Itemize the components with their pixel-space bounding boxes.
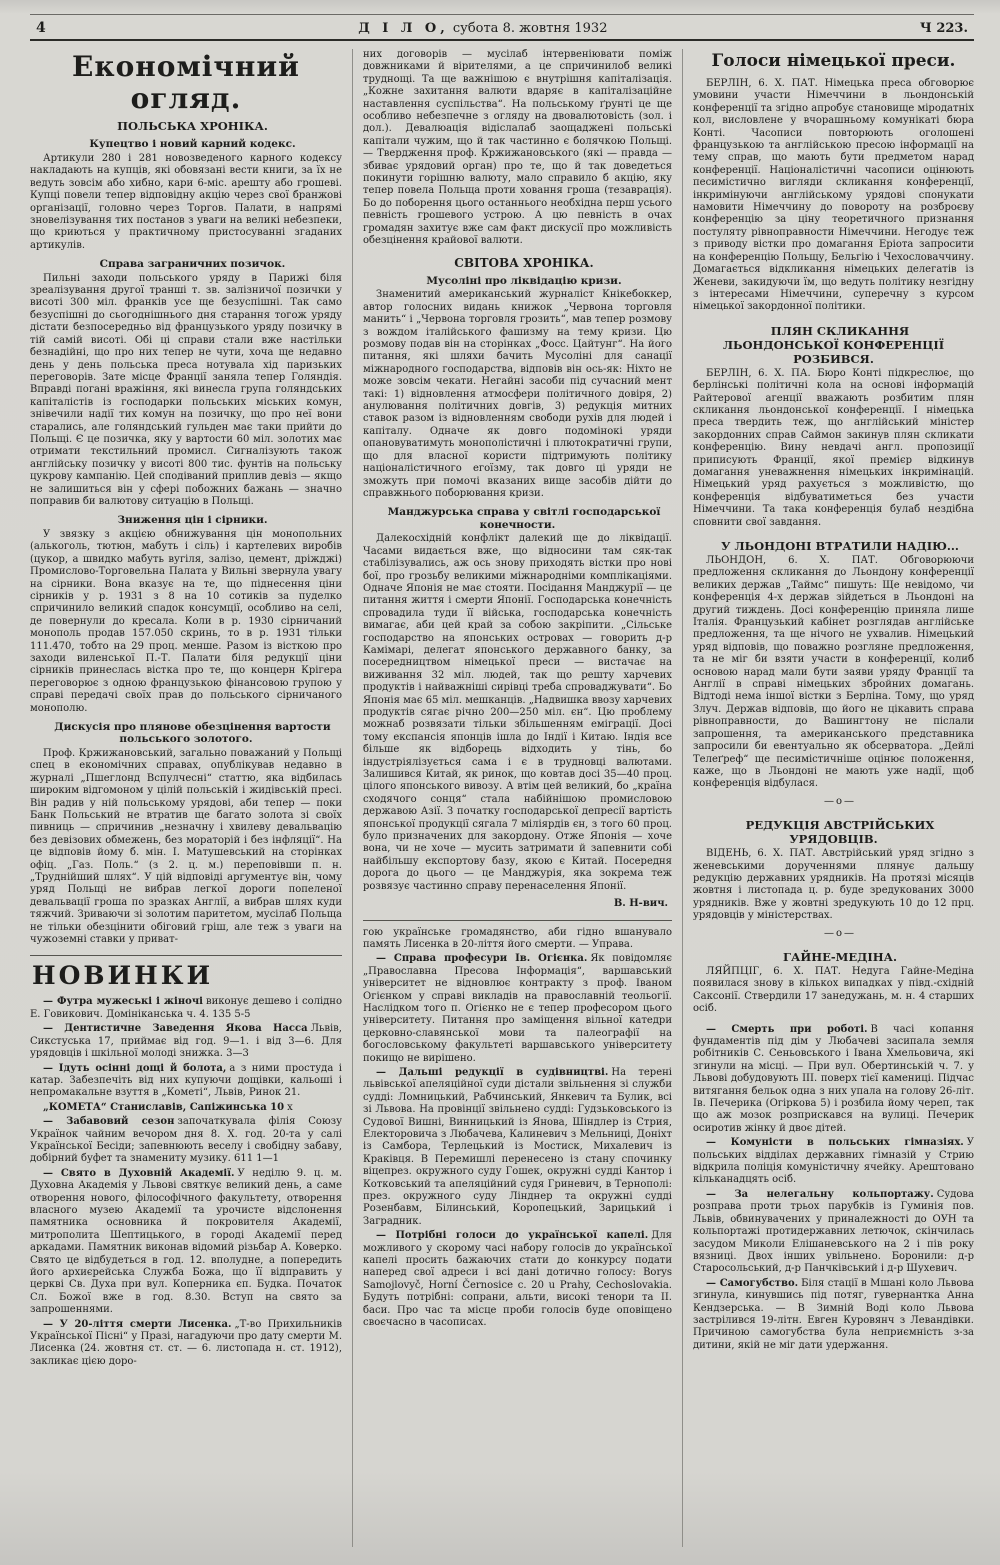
brief-item-text: У польських відділах державних гімназій у Стрию відкрила поліція комуністичну ячейку. Арештовано кільканадцять осіб.	[693, 1137, 974, 1186]
news-item	[30, 1168, 342, 1317]
columns	[30, 49, 974, 1547]
column-middle	[352, 49, 682, 1547]
novynky-headline: НОВИНКИ	[32, 961, 214, 991]
paragraph-heine-medina: ЛЯЙПЦІГ, 6. X. ПАТ. Недуга Гайне-Медіна появилася знову в кількох випадках у півд.-східній Саксонії. Ствердили 17 занедужань, м. н. 4 старших осіб.	[693, 965, 974, 1015]
subhead-manchuria: Манджурська справа у світлі господарської конечности.	[387, 506, 661, 531]
world-chronicle-heading: СВІТОВА ХРОНІКА.	[454, 255, 594, 270]
column-right	[682, 49, 974, 1547]
news-item-text: На терені львівської апеляційної суди дістали звільнення зі служби судді: Ломницький, Рабчинський, Янкевич та Булик, всі зі Львова. На провінції звільнено судді: Гудзьковського із Судової Вишні, Винницький із Янова, Шіндлер із Стрия, Електоровича з Любачева, Калиневич з Мельниці, Доніхт із Самбора, Терлецький із Мостиск, Михалевич із Краківця. В Перемишлі перенесено із стану спочинку віцепрез. окружного суду Гошек, окружні судді Кантор і Котковський та апеляційний судя Гриневич, в Тернополі: през. окружного суду Лінднер та окружні судді Розенбавм, Білинський, Коропецький, Зарицький і Заградник.	[363, 1066, 672, 1227]
subhead-merchants: Купецтво і новий карний кодекс.	[89, 138, 296, 151]
paragraph-merchants: Артикули 280 і 281 новозведеного карного кодексу накладають на купців, які обовязані вести книги, за їх не ведуть зовсім або хибно, кари 6-міс. арешту або грошеві. Купці повели тепер відповідну акцію через свої бранжові організації, головно через Торгов. Палати, в напрямі зновелізування тих постанов з уваги на великі небезпеки, що криються у практичному пристосуванні згаданих артикулів.	[30, 152, 342, 251]
brief-item-lead: — Комуністи в польських гімназіях.	[706, 1137, 964, 1149]
section-divider: —о—	[823, 927, 857, 939]
brief-item-lead: — Самогубство.	[706, 1277, 799, 1289]
paragraph-london-plan: БЕРЛІН, 6. X. ПА. Бюро Конті підкреслює, що берлінські політичні кола на основі інформацій Райтерової агенції вважають розбитим плян скликання льондонської конференції. І німецька преса твердить теж, що англійський міністер закордонних справ Саймон закинув плян скликати конференцію. Вину невдачі англ. пропозиції приписують Франції, якої премієр відкинув домагання уневажнення німецьких інкримінацій. Німецький уряд рахується з можливістю, що конференція відбуватиметься без участи Німеччини. Та така конференція булаб нездібна сповнити свої завдання.	[693, 367, 974, 528]
masthead-title: Д І Л О,	[358, 21, 449, 36]
paragraph-austrian-reduction: ВІДЕНЬ, 6. X. ПАТ. Австрійський уряд згідно з женевськими дорученнями плянує дальшу редукцію державних урядників. На протязі місяців жовтня і листопада ц. р. буде зредукованих 3000 урядників. Вже у жовтні зредукують 10 до 12 прц. урядовців у міністерствах.	[693, 848, 974, 922]
brief-item	[693, 1024, 974, 1136]
news-item-text: „Т-во Прихильників Української Пісні“ у Празі, нагадуючи про дату смерти М. Лисенка (24. жовтня ст. ст. — 6. листопада н. ст. 1912), закликає цією доро-	[30, 1318, 342, 1367]
section-divider: —о—	[823, 795, 857, 807]
brief-item-lead: — За нелегальну кольпортажу.	[706, 1188, 934, 1200]
article-byline: В. Н-вич.	[613, 898, 668, 910]
brief-item-text: В часі копання фундаментів під дім у Любачеві засипала земля робітників С. Сеньовського і Івана Хмельовича, які згинули на місці. — При вул. Обертинській ч. 7. у Львові добудовують III. поверх тієї камениці. Підчас витягання бельок одна з них упала на голову 26-літ. Ів. Печерика (Огіркова 5) і розбила йому череп, так що аж мозок розприскався на вулиці. Печерик осиротив жінку й двоє дітей.	[693, 1023, 974, 1134]
heading-heine-medina: ГАЙНЕ-МЕДІНА.	[783, 949, 897, 964]
news-item-text: виконує дешево і солідно Е. Говикович. Домініканська ч. 4. 135 5-5	[30, 996, 342, 1020]
paragraph-mussolini: Знаменитий американський журналіст Кнікебоккер, автор голосних видань книжок „Червона торговля манить“ і „Червона торговля грозить“, мав тепер розмову з вождом італійського фашизму на тему кризи. Цю розмову подав він на сторінках „Фосс. Цайтунг“. На його питання, які шляхи бачить Мусоліні для санації міжнародного господарства, відповів він ось-як: Ніхто не може зовсім чекати. Негайні засоби під сучасний мент такі: 1) відновлення атмосфери політичного довіря, 2) анулювання політичних довгів, 3) редукція митних ставок разом із відновленням свободи рухів для людей і капіталу. Одначе як довго подомінокі уряди опановуватимуть монополістичні і плютократичні групи, що для власної користи підтримують політику націоналістичного егоїзму, так довго ці уряди не зможуть при помочі вказаних вище засобів дійти до справжнього поборювання кризи.	[363, 289, 672, 499]
masthead	[358, 21, 607, 36]
news-item	[30, 1063, 342, 1100]
heading-austrian-reduction: РЕДУКЦІЯ АВСТРІЙСЬКИХ УРЯДОВЦІВ.	[745, 818, 935, 847]
subhead-mussolini: Мусоліні про ліквідацію кризи.	[426, 274, 622, 287]
news-item-lead: „КОМЕТА“ Станиславів, Сапіжинська 10	[43, 1101, 285, 1113]
news-item-lead: — У 20-ліття смерти Лисенка.	[43, 1318, 232, 1330]
news-item-text: х	[287, 1101, 293, 1113]
news-item-lead: — Справа професури Ів. Огієнка.	[376, 953, 588, 965]
news-item-kometa-ad	[30, 1102, 342, 1114]
brief-item	[693, 1189, 974, 1276]
news-item	[30, 996, 342, 1021]
news-item-text: У неділю 9. ц. м. Духовна Академія у Львові святкує великий день, а саме отворення нового, філософічного факультету, отворення власного музею Академії та урочисте відслонення памятника основника й покровителя Академії, митрополита Шептицького, в городі Академії перед аркадами. Памятник виконав відомий різьбар А. Коверко. Свято це відбудеться в год. 12. вполудне, а попередить його архиєрейська Служба Божа, що її відправить у церкві Св. Духа при вул. Коперника єп. Будка. Початок Сл. Божої вже в год. 8.30. Вступ на свято за запрошеннями.	[30, 1167, 342, 1316]
polish-chronicle-kicker: ПОЛЬСЬКА ХРОНІКА.	[117, 119, 268, 133]
subhead-matches: Зниження цін і сірники.	[117, 514, 268, 527]
news-item-text: започаткувала філія Союзу Українок чайним вечором дня 8. X. год. 20-та у салі Української Бесіди; запевнюють веселу і свобідну забаву, добірний буфет та знамениту музику. 611 1—1	[30, 1116, 342, 1165]
subhead-foreign-loans: Справа заграничних позичок.	[99, 258, 286, 271]
column-left	[30, 49, 352, 1547]
paragraph-gold-discussion: Проф. Кржижановський, загально поважаний у Польщі спец в економічних справах, опублікував недавно в журналі „Пшеглонд Вспулчесні“ статтю, яка відбилась широким відгомоном у цілій польській і жидівській пресі. Він радив у ній польському урядові, аби тепер — поки Банк Польський не втратив ще багато золота зі своїх пивниць — спричинив „незначну і хвилеву девальвацію без девізових обмежень, без мораторій і без інфляції“. На це відповів йому б. мін. І. Матушевський на сторінках офіц. „Газ. Поль.“ (з 2. ц. м.) переповівши п. н. „Труднійший шлях“. У цій відповіді аргументує він, чому уряд Польщі не вибрав легкої дороги попеленої девальвації гроша по зразках Англії, а вибрав шлях куди тяжчий. Зриваючи зі золотим паритетом, мусілаб Польща не тільки обезцінити обіговий гріш, але теж з уваги на чужоземні ставки у приват-	[30, 747, 342, 946]
news-item	[30, 1319, 342, 1369]
heading-london-plan: ПЛЯН СКЛИКАННЯ ЛЬОНДОНСЬКОЇ КОНФЕРЕНЦІЇ РОЗБИВСЯ.	[722, 323, 945, 366]
novynky-continuation-section	[363, 920, 672, 1330]
german-press-headline: Голоси німецької преси.	[711, 51, 956, 71]
economic-headline: Економічний огляд.	[72, 50, 300, 115]
paragraph-london-hope: ЛЬОНДОН, 6. X. ПАТ. Обговорюючи предложення скликання до Льондону конференції великих держав „Таймс“ пишуть: Ще невідомо, чи конференція 4-х держав зійдеться в Льондоні на другий тиждень. Досі конференцію приняла лише Італія. Французький кабінет розглядав англійське предложення, та ще нічого не ухвалив. Німецький уряд відповів, що поважно розгляне предложення, та не міг би взяти участи в конференції, колиб основою нарад мали бути заяви уряду Франції та Англії в справі німецьких збройних домагань. Відтоді нема іншої вістки з Берліна. Тому, що уряд Злуч. Держав відповів, що його не цікавить справа рівноправности, до Вашингтону не післали запрошення, та американського представника запросили би евентуально як обсерватора. „Дейлі Телеґреф“ ще песимістичніше оцінює положення, каже, що в Льондоні не мають уже надії, щоб конференція відбулася.	[693, 555, 974, 790]
page-header	[30, 14, 974, 41]
heading-london-hope: У ЛЬОНДОНІ ВТРАТИЛИ НАДІЮ...	[721, 539, 959, 553]
news-item	[30, 1116, 342, 1166]
masthead-date: субота 8. жовтня 1932	[452, 21, 608, 36]
news-item	[30, 1023, 342, 1060]
brief-item	[693, 1278, 974, 1352]
news-carryover-text: гою українське громадянство, аби гідно вшанувало память Лисенка в 20-ліття його смерти. — Управа.	[363, 926, 672, 950]
paragraph-foreign-loans: Пильні заходи польського уряду в Парижі біля зреалізування другої транші т. зв. залізничої позички у висоті 300 міл. франків усе ще безуспішні. Так само безуспішні до сьогоднішнього дня старання тогож уряду дістати безпосередньо від французького уряду позичку в тій самій висоті. Обі ці справи стали вже настільки безнадійні, що про них тепер не чути, хоча ще недавно день у день польська преса нотувала хід паризьких переговорів. Зате місце Франції заняла тепер Голяндія. Вправді погані вражіння, які винесла група голяндських капіталістів із господарки польських міських комун, знівечили надії тих комун на позичку, що про неї вони старались, але голяндський гульден має таки прийти до Польщі. Є це позичка, яку у вартости 60 міл. золотих має отримати текстильний промисл. Сигналізують також англійську позичку у висоті 800 тис. фунтів на польську цукрову кампанію. Цей сподіваний приплив девіз — якщо не залишиться він у сфері побожних бажань — значно поправив би валютову ситуацію в Польщі.	[30, 272, 342, 507]
news-item-lead: — Потрібні голоси до української капелі.	[376, 1230, 649, 1242]
brief-item	[693, 1137, 974, 1187]
paragraph-manchuria: Далекосхідній конфлікт далекий ще до ліквідації. Часами видається вже, що відносини там сяк-так стабілізувались, аж ось знову приходять вістки про нові бої, про грозьбу великими міжнародніми комплікаціями. Одначе Японія не має стояти. Посідання Манджурії — це питання життя і смерти Японії. Господарська конечність спровадила туди її війська, господарська конечність вимагає, аби цей край за собою закріпити. „Сільське господарство на японських островах — говорить д-р Камімарі, делегат японського державного банку, за посередництвом німецької преси — вистачає на виживання 32 міл. людей, так що решту харчевих продуктів і найважніші сирівці треба спроваджувати“. Бо Японія має 65 міл. мешканців. „Надвишка ввозу харчевих продуктів сягає річно 200—250 міл. єн“. Цю проблему можнаб розвязати тільки збільшенням еміграції. Досі тому експансія японців ішла до Індії і Китаю. Індія все більше як відборець відходить у тінь, бо індустріялізується сама і є в трудновці валютами. Залишився Китай, як ринок, що ковтав досі 35—40 проц. цілого японського вивозу. А втім цей великий, бо „країна сходячого сонця“ стала набійнішою промисловою державою Азії. З початку господарської депресії вартість японської продукції сягала 7 міліярдів єн, з того 60 проц. було призначених для закордону. Отже Японія — хоче вона, чи не хоче — мусить затримати й запевнити собі найбільшу експортову базу, якою є Китай. Посередня дорога до цього — це Манджурія, яка зокрема теж розвязує частинно справу перенаселення Японії.	[363, 533, 672, 892]
news-item-lead: — Футра мужеські і жіночі	[43, 996, 203, 1008]
news-item-text: а з ними простуда і катар. Забезпечіть від них купуючи дощівки, кальоші і непромакальне взуття в „Кометі“, Львів, Ринок 21.	[30, 1062, 342, 1099]
news-item	[363, 1230, 672, 1329]
brief-item-lead: — Смерть при роботі.	[706, 1023, 868, 1035]
news-item-lead: — Свято в Духовній Академії.	[43, 1167, 235, 1179]
novynky-section	[30, 955, 342, 1368]
paragraph-german-press: БЕРЛІН, 6. X. ПАТ. Німецька преса обговорює умовини участи Німеччини в льондонській конференції та згідно апробує становище міродатніх кол, висловлене у вчорашньому комунікаті бюра Конті. Часописи повторюють оголошені французькою та англійською пресою інформації на тему справ, що мають бути предметом нарад конференції. Націоналістичні часописи оцінюють песимістично вигляди скликання конференції, інкримінуючи англійському урядові спонукати намовити Німеччину до повороту на розброєву конференцію за ціну теоретичного признання постуляту рівноправности Німеччини. Негодує теж з приводу вістки про домагання Еріота запросити на конференцію Польщу, Бельгію і Чехословаччину. Домагається відкликання німецьких делегатів із Женеви, закидуючи їм, що ведуть політику незгідну з інтересами Німеччини, суперечну з курсом німецької закордонної політики.	[693, 78, 974, 313]
paragraph-matches: У звязку з акцією обнижування цін монопольних (алькоголь, тютюн, мабуть і сіль) і картелевих виробів (цукор, а швидко мабуть вугіля, залізо, цемент, дріжджі) Промислово-Торговельна Палата у Вильні звернула увагу на сірники. Вона вказує на те, що піднесення ціни сірників у р. 1931 з 8 на 10 сотиків за пуделко спричинило великий спадок консумції, особливо на селі, де повернули до кресала. Коли в р. 1930 сірничаний монополь продав 157.050 скринь, то в р. 1931 тільки 111.470, тобто на 29 проц. менше. Разом із вісткою про заходи виленської П.-Т. Палати біля редукції ціни сірників принеслась вістка про те, що концерн Крігера переговорює з одною французькою фінансовою групою у справі передачі своїх прав до польського сірничаного монополю.	[30, 528, 342, 714]
news-item-lead: — Дентистичне Заведення Якова Насса	[43, 1023, 308, 1035]
news-item	[363, 1067, 672, 1228]
news-item-lead: — Дальші редукції в судівництві.	[376, 1066, 609, 1078]
news-item-text: Львів, Сикстуська 17, приймає від год. 9—1. і від 3—6. Для урядовців і шкільної молоді знижка. 3—3	[30, 1023, 342, 1060]
paragraph-gold-continuation: них договорів — мусілаб інтервеніювати поміж довжниками й вірителями, а це спричинилоб великі труднощі. Та ще важнішою є внутрішня капіталізація. „Кожне захитання валюти вдаряє в капіталізаційне наставлення суспільства“. На польському ґрунті це ще особливо небезпечне з огляду на двовалютовість (зол. і дол.). Девалюація відіслалаб заощаджені польські капітали чужим, що й так частинно є болячкою Польщі. — Твердження проф. Кржижановського (які — правда — збиває урядовий орган) про те, що й так доведеться покинути горішню валюту, мало справило б акцію, яку тепер повела Польща проти ховання гроша (тезаврація). Бо до поборення цього останнього необхідна перш усього певність грошевого устрою. А цю певність в очах громадян захитує вже сам факт дискусії про можливість обезцінення крайової валюти.	[363, 49, 672, 247]
news-item-lead: — Забавовий сезон	[43, 1116, 175, 1128]
subhead-gold-discussion: Дискусія про плянове обезцінення вартости польського золотого.	[54, 720, 331, 746]
news-item-text: Для можливого у скорому часі набору голосів до української капелі просить бажаючих стати до конкурсу подати наперед свої адреси і всі дані дотично голосу: Borys Samojlovyč, Horní Černosice c. 20 u Prahy, Cechoslovakia. Будуть потрібні: сопрани, альти, високі тенори та ІІ. баси. Про час та місце проби голосів буде оповіщено своєчасно в часописах.	[363, 1230, 672, 1329]
news-item-lead: — Ідуть осінні дощі й болота,	[43, 1062, 227, 1074]
issue-number: Ч 223.	[919, 21, 968, 36]
brief-item-text: Біля стації в Мшані коло Львова згинула, кинувшись під потяг, гувернантка Анна Кендзерська. — В Зимній Воді коло Львова застрілився 19-літн. Евген Куровянч з Левандівки. Причиною самогубства була неприємність з-за дитини, якій не міг дати удержання.	[693, 1277, 974, 1351]
news-item-text: Як повідомляє „Православна Пресова Інформація“, варшавський університет не відновлює контракту з проф. Іваном Огієнком у справі викладів на православній теольогії. Наслідком того п. Огієнко не є тепер професором цього університету. Питання про заміщення вільної катедри церковно-славянської мови та палеографії на богословському факультеті варшавського університету покищо не вирішено.	[363, 953, 672, 1064]
brief-item-text: Судова розправа проти трьох парубків із Гуминія пов. Львів, обвинувачених у приналежності до ОУН та кольпортажі протидержавних летючок, скінчилась засудом Миколи Елішаневського на 2 і пів року вязниці. Двох інших увільнено. Боронили: д-р Старосольський, д-р Панчківський і д-р Шухевич.	[693, 1188, 974, 1275]
news-item	[363, 953, 672, 1065]
page-number: 4	[36, 20, 46, 36]
